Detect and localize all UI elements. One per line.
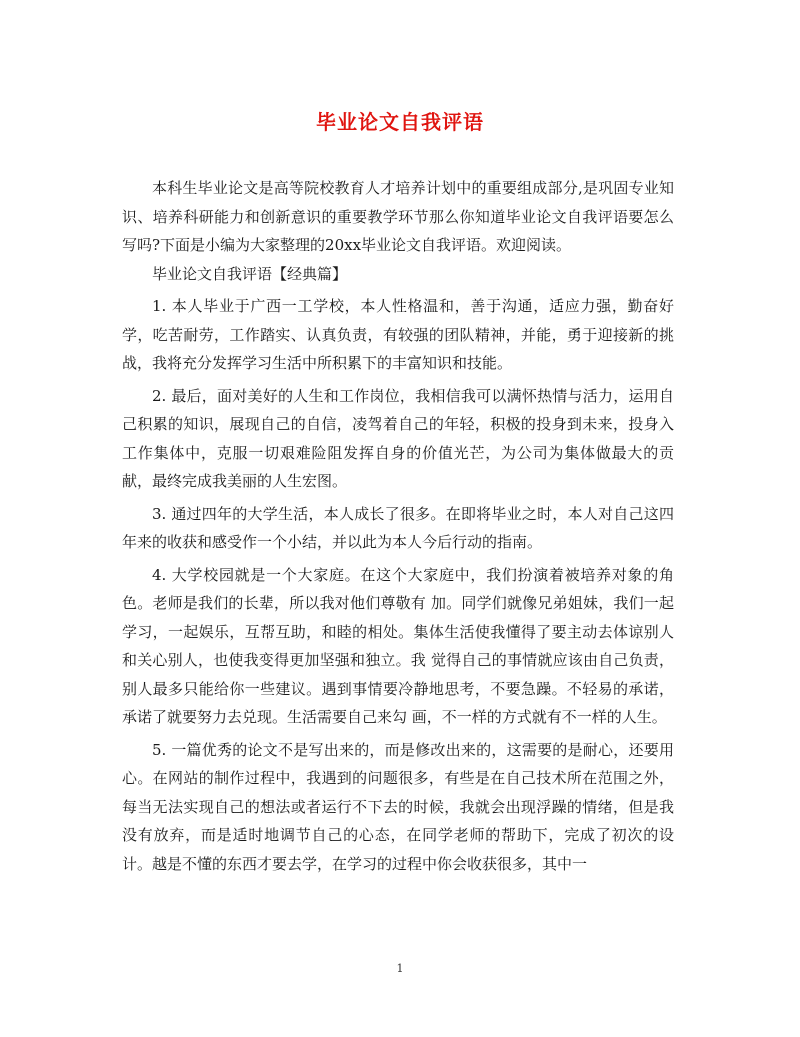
paragraph-item-5: 5. 一篇优秀的论文不是写出来的，而是修改出来的，这需要的是耐心，还要用心。在网站的制作过程中，我遇到的问题很多，有些是在自己技术所在范围之外，每当无法实现自己的想法或者运行不下去的时候，我就会出现浮躁的情绪，但是我没有放弃，而是适时地调节自己的心态，在同学老师的帮助下，完成了初次的设计。越是不懂的东西才要去学，在学习的过程中你会收获很多，其中一 [122,740,674,873]
section-heading: 毕业论文自我评语【经典篇】 [152,264,348,283]
paragraph-item-4: 4. 大学校园就是一个大家庭。在这个大家庭中，我们扮演着被培养对象的角色。老师是我们的长辈，所以我对他们尊敬有 加。同学们就像兄弟姐妹，我们一起学习，一起娱乐，互帮互助，和睦的相处。集体生活使我懂得了要主动去体谅别人和关心别人，也使我变得更加坚强和独立。我 觉得自己的事情就应该由自己负责，别人最多只能给你一些建议。遇到事情要冷静地思考，不要急躁。不轻易的承诺，承诺了就要努力去兑现。生活需要自己来勾 画，不一样的方式就有不一样的人生。 [122,565,674,726]
document-title: 毕业论文自我评语 [316,110,484,134]
paragraph-item-2: 2. 最后，面对美好的人生和工作岗位，我相信我可以满怀热情与活力，运用自己积累的知识，展现自己的自信，凌驾着自己的年轻，积极的投身到未来，投身入工作集体中，克服一切艰难险阻发挥自身的价值光芒，为公司为集体做最大的贡献，最终完成我美丽的人生宏图。 [122,386,674,490]
document-body [122,174,674,878]
paragraph-item-3: 3. 通过四年的大学生活，本人成长了很多。在即将毕业之时，本人对自己这四年来的收获和感受作一个小结，并以此为本人今后行动的指南。 [122,504,674,551]
page-number: 1 [396,962,404,975]
paragraph-item-1: 1. 本人毕业于广西一工学校，本人性格温和，善于沟通，适应力强，勤奋好学，吃苦耐劳，工作踏实、认真负责，有较强的团队精神，并能，勇于迎接新的挑战，我将充分发挥学习生活中所积累下的丰富知识和技能。 [122,297,674,372]
intro-paragraph: 本科生毕业论文是高等院校教育人才培养计划中的重要组成部分,是巩固专业知识、培养科研能力和创新意识的重要教学环节那么你知道毕业论文自我评语要怎么写吗?下面是小编为大家整理的20xx毕业论文自我评语。欢迎阅读。 [122,179,674,254]
